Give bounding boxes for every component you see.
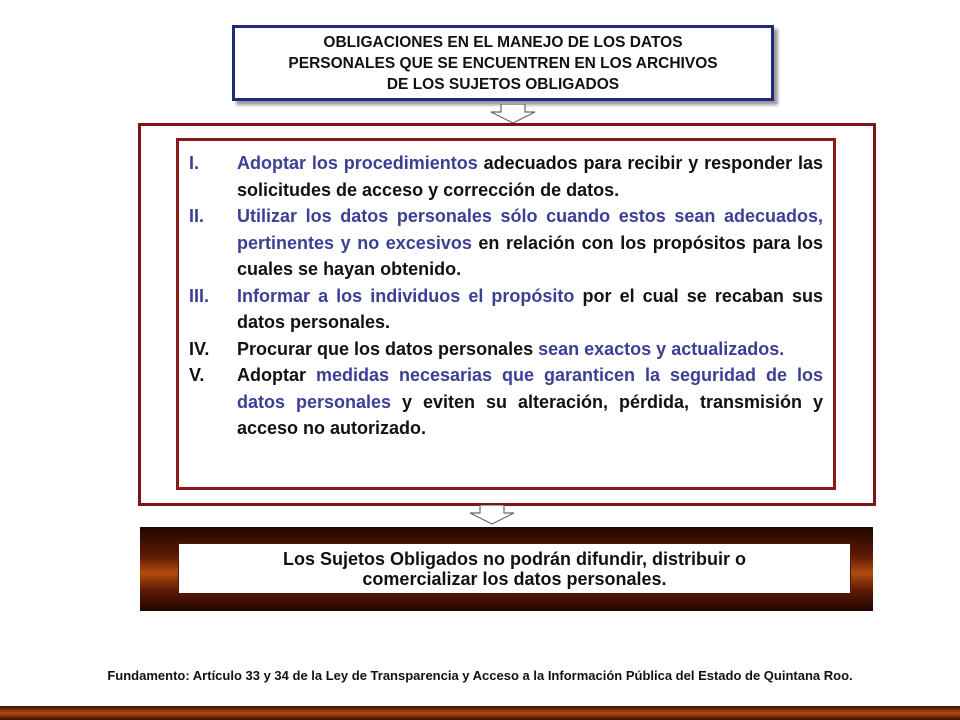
obligation-lead: Procurar que los datos personales (237, 338, 539, 359)
obligation-item-1 (189, 150, 823, 203)
obligation-highlight: sean exactos y actualizados. (538, 338, 785, 359)
obligation-text (237, 362, 823, 442)
obligation-numeral: V. (189, 365, 205, 385)
obligation-item-3 (189, 283, 823, 336)
bottom-decorative-bar (0, 706, 960, 720)
title-line-1: OBLIGACIONES EN EL MANEJO DE LOS DATOS (323, 33, 683, 51)
obligation-numeral: II. (189, 206, 205, 226)
obligation-text (237, 150, 823, 203)
obligation-highlight: Utilizar los datos personales sólo cuando estos sean adecuados, pertinentes y no excesivos (237, 206, 823, 253)
obligation-lead: Adoptar (237, 365, 316, 385)
obligation-highlight: medidas necesarias que garanticen la seguridad de los datos personales (237, 365, 824, 412)
obligation-item-4 (189, 336, 823, 363)
obligation-numeral: III. (189, 285, 210, 306)
obligation-highlight: Informar a los individuos el propósito (237, 285, 575, 306)
obligation-text (237, 203, 823, 283)
obligation-rest: por el cual se recaban sus datos personales. (237, 285, 823, 332)
obligations-list (176, 138, 836, 490)
obligation-rest: adecuados para recibir y responder las solicitudes de acceso y corrección de datos. (237, 153, 823, 200)
obligation-rest: en relación con los propósitos para los cuales se hayan obtenido. (237, 232, 823, 279)
obligation-numeral: I. (189, 153, 200, 173)
title-line-2: PERSONALES QUE SE ENCUENTREN EN LOS ARCHIVOS (288, 54, 718, 72)
down-arrow-icon (468, 505, 516, 525)
restriction-line-1: Los Sujetos Obligados no podrán difundir, distribuir o (283, 548, 746, 569)
title-box (232, 25, 774, 101)
obligation-text (237, 336, 823, 363)
page-title (288, 32, 717, 95)
legal-basis-note: Fundamento: Artículo 33 y 34 de la Ley de Transparencia y Acceso a la Información Pública del Estado de Quintana Roo. (107, 668, 853, 683)
title-line-3: DE LOS SUJETOS OBLIGADOS (386, 75, 620, 93)
down-arrow-icon (489, 104, 537, 124)
obligation-rest: y eviten su alteración, pérdida, transmisión y acceso no autorizado. (237, 391, 823, 438)
obligation-item-5 (189, 362, 823, 442)
restriction-text (283, 549, 746, 589)
obligation-item-2 (189, 203, 823, 283)
restriction-line-2: comercializar los datos personales. (362, 568, 667, 589)
obligation-numeral: IV. (189, 338, 210, 359)
obligation-highlight: Adoptar los procedimientos (237, 153, 478, 173)
obligation-text (237, 283, 823, 336)
restriction-box (178, 543, 851, 594)
